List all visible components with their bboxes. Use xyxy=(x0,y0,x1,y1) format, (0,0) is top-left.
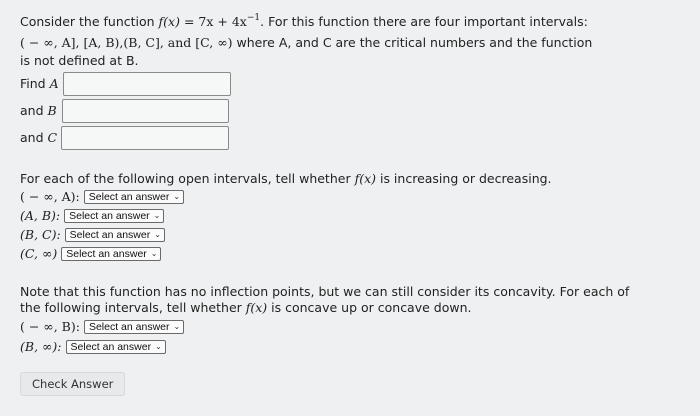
chevron-down-icon: ⌄ xyxy=(173,322,181,331)
select-value: Select an answer xyxy=(70,341,152,353)
concavity-select-2[interactable] xyxy=(66,340,166,354)
problem-line-3 xyxy=(20,53,139,69)
answer-a-input[interactable] xyxy=(63,72,231,96)
interval-label: ( − ∞, A): xyxy=(20,189,80,204)
find-c-label xyxy=(20,130,57,146)
interval-row-c-inf xyxy=(20,246,161,262)
problem-line-1 xyxy=(20,14,588,30)
interval-row-a-b xyxy=(20,208,164,224)
increasing-prompt xyxy=(20,171,552,187)
answer-c-input[interactable] xyxy=(61,126,229,150)
find-a-label xyxy=(20,76,59,92)
answer-b-input[interactable] xyxy=(62,99,229,123)
increasing-prompt-end: is increasing or decreasing. xyxy=(376,171,552,186)
intro-text: Consider the function xyxy=(20,14,159,29)
concavity-prompt-end: is concave up or concave down. xyxy=(267,300,472,315)
find-b-label xyxy=(20,103,57,119)
find-c-prefix: and xyxy=(20,130,48,145)
interval-label: (C, ∞) xyxy=(20,246,58,261)
select-value: Select an answer xyxy=(88,191,170,203)
concavity-prompt-func: f(x) xyxy=(245,300,268,315)
interval-label: (B, C): xyxy=(20,227,61,242)
concavity-note-line-1 xyxy=(20,284,629,300)
intervals-list: ( − ∞, A], [A, B),(B, C], and [C, ∞) xyxy=(20,35,233,50)
increasing-prompt-func: f(x) xyxy=(354,171,376,186)
chevron-down-icon: ⌄ xyxy=(153,211,161,220)
concavity-row-b-inf xyxy=(20,339,166,355)
increasing-select-2[interactable] xyxy=(64,209,164,223)
interval-label: (B, ∞): xyxy=(20,339,62,354)
undefined-note: is not defined at B. xyxy=(20,53,139,68)
find-b-prefix: and xyxy=(20,103,48,118)
function-name: f(x) xyxy=(158,14,180,29)
select-value: Select an answer xyxy=(88,321,170,333)
increasing-select-1[interactable] xyxy=(84,190,184,204)
select-value: Select an answer xyxy=(66,248,147,260)
intervals-description: where A, and C are the critical numbers and the function xyxy=(232,35,593,50)
increasing-select-4[interactable] xyxy=(61,247,161,261)
intro-text-continued: . For this function there are four important intervals: xyxy=(260,14,588,29)
find-a-prefix: Find xyxy=(20,76,50,91)
function-exponent: −1 xyxy=(246,13,261,23)
problem-line-2 xyxy=(20,35,592,51)
function-expression: = 7x + 4x xyxy=(179,14,247,29)
find-c-var: C xyxy=(47,130,58,145)
select-value: Select an answer xyxy=(69,210,150,222)
chevron-down-icon: ⌄ xyxy=(154,230,161,239)
concavity-note-text: Note that this function has no inflection points, but we can still consider its concavity. For each of xyxy=(20,284,630,299)
check-answer-button[interactable]: Check Answer xyxy=(20,372,125,396)
increasing-prompt-text: For each of the following open intervals, tell whether xyxy=(20,171,355,186)
select-value: Select an answer xyxy=(69,229,151,241)
interval-row-neg-inf-a xyxy=(20,189,184,205)
interval-row-b-c xyxy=(20,227,165,243)
chevron-down-icon: ⌄ xyxy=(173,192,181,201)
concavity-prompt-text: the following intervals, tell whether xyxy=(20,300,246,315)
chevron-down-icon: ⌄ xyxy=(150,249,158,258)
chevron-down-icon: ⌄ xyxy=(155,342,162,351)
find-a-var: A xyxy=(49,76,59,91)
interval-label: ( − ∞, B): xyxy=(20,319,80,334)
concavity-select-1[interactable] xyxy=(84,320,184,334)
find-b-var: B xyxy=(47,103,57,118)
concavity-row-neg-inf-b xyxy=(20,319,184,335)
interval-label: (A, B): xyxy=(20,208,61,223)
concavity-note-line-2 xyxy=(20,300,471,316)
increasing-select-3[interactable] xyxy=(65,228,165,242)
